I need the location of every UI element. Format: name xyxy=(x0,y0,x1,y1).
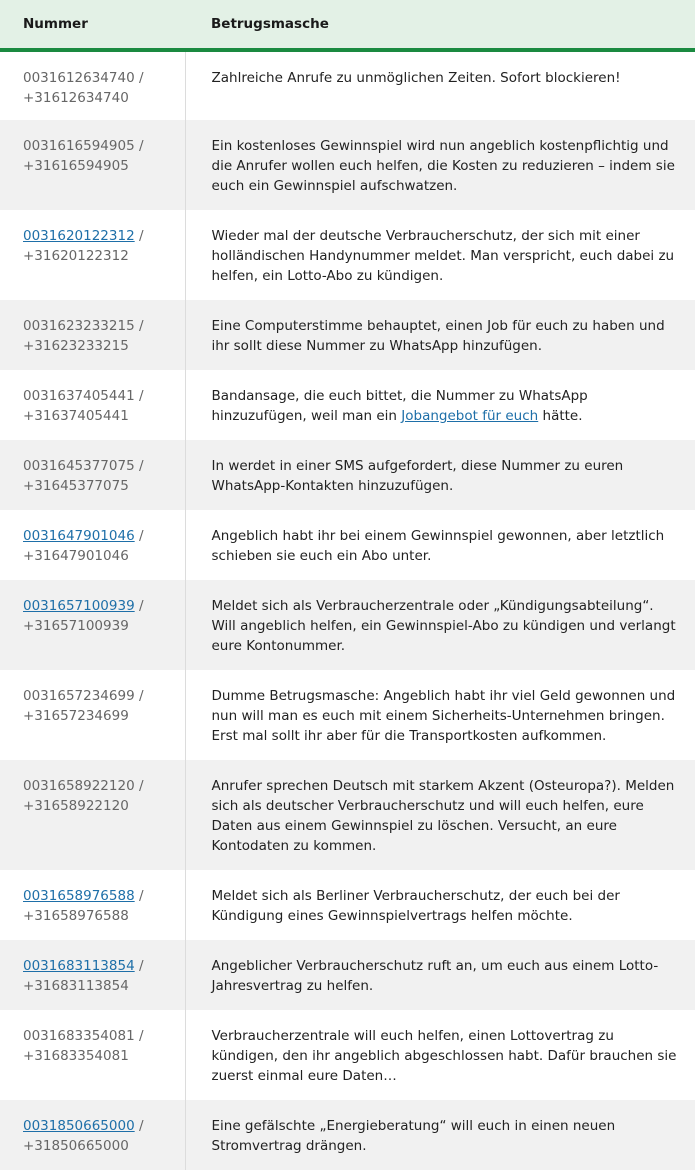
phone-number-international: +31657234699 xyxy=(23,708,129,724)
phone-number-international: +31637405441 xyxy=(23,408,129,424)
phone-number-cell xyxy=(0,670,185,760)
scam-description-text: In werdet in einer SMS aufgefordert, diese Nummer zu euren WhatsApp-Kontakten hinzuzufügen. xyxy=(211,458,624,494)
phone-number-cell xyxy=(0,510,185,580)
phone-number-link[interactable]: 0031683113854 xyxy=(23,958,135,974)
scam-description-cell xyxy=(185,580,695,670)
scam-description-text: Eine Computerstimme behauptet, einen Job für euch zu haben und ihr sollt diese Nummer zu WhatsApp hinzufügen. xyxy=(211,318,665,354)
scam-description-cell xyxy=(185,760,695,870)
table-row xyxy=(0,670,695,760)
table-row xyxy=(0,210,695,300)
scam-description-cell xyxy=(185,670,695,760)
number-separator: / xyxy=(134,228,144,244)
table-row xyxy=(0,440,695,510)
phone-number-cell xyxy=(0,440,185,510)
scam-description-text: Anrufer sprechen Deutsch mit starkem Akzent (Osteuropa?). Melden sich als deutscher Verbraucherschutz und will euch helfen, eure Daten aus einem Gewinnspiel zu löschen. Versucht, an eure Kontodaten zu kommen. xyxy=(211,778,675,854)
table-header-row xyxy=(0,0,695,50)
scam-description-cell xyxy=(185,1010,695,1100)
number-separator: / xyxy=(134,958,144,974)
number-separator: / xyxy=(134,1118,144,1134)
phone-number: 0031612634740 xyxy=(23,70,135,86)
number-separator: / xyxy=(134,778,144,794)
phone-number-international: +31850665000 xyxy=(23,1138,129,1154)
phone-number-cell xyxy=(0,760,185,870)
phone-number-international: +31612634740 xyxy=(23,90,129,106)
phone-number: 0031657234699 xyxy=(23,688,135,704)
phone-number-cell xyxy=(0,1100,185,1170)
number-separator: / xyxy=(134,888,144,904)
phone-number-cell xyxy=(0,940,185,1010)
phone-number-link[interactable]: 0031620122312 xyxy=(23,228,135,244)
scam-description-text: Zahlreiche Anrufe zu unmöglichen Zeiten. Sofort blockieren! xyxy=(211,70,621,86)
column-header-number: Nummer xyxy=(0,0,185,50)
phone-number-link[interactable]: 0031850665000 xyxy=(23,1118,135,1134)
phone-number-international: +31683354081 xyxy=(23,1048,129,1064)
scam-description-text: Meldet sich als Verbraucherzentrale oder „Kündigungsabteilung“. Will angeblich helfen, ein Gewinnspiel-Abo zu kündigen und verlangt eure Kontonummer. xyxy=(211,598,676,654)
scam-description-cell xyxy=(185,50,695,120)
scam-description-cell xyxy=(185,510,695,580)
scam-description-cell xyxy=(185,1100,695,1170)
table-row xyxy=(0,1010,695,1100)
number-separator: / xyxy=(134,70,144,86)
scam-description-text: Meldet sich als Berliner Verbraucherschutz, der euch bei der Kündigung eines Gewinnspielvertrags helfen möchte. xyxy=(211,888,620,924)
scam-description-text: Bandansage, die euch bittet, die Nummer zu WhatsApp hinzuzufügen, weil man ein xyxy=(211,388,588,424)
scam-description-text: hätte. xyxy=(538,408,583,424)
scam-description-cell xyxy=(185,870,695,940)
phone-number-cell xyxy=(0,370,185,440)
phone-number-cell xyxy=(0,870,185,940)
scam-description-text: Angeblich habt ihr bei einem Gewinnspiel gewonnen, aber letztlich schieben sie euch ein Abo unter. xyxy=(211,528,665,564)
phone-number-link[interactable]: 0031658976588 xyxy=(23,888,135,904)
phone-number-international: +31658922120 xyxy=(23,798,129,814)
phone-number-cell xyxy=(0,580,185,670)
number-separator: / xyxy=(134,688,144,704)
scam-description-text: Verbraucherzentrale will euch helfen, einen Lottovertrag zu kündigen, den ihr angeblich abgeschlossen habt. Dafür brauchen sie zuerst einmal eure Daten… xyxy=(211,1028,677,1084)
number-separator: / xyxy=(134,458,144,474)
job-offer-link[interactable]: Jobangebot für euch xyxy=(401,408,539,424)
phone-number: 0031623233215 xyxy=(23,318,135,334)
scam-description-text: Ein kostenloses Gewinnspiel wird nun angeblich kostenpflichtig und die Anrufer wollen euch helfen, die Kosten zu reduzieren – indem sie euch ein Gewinnspiel aufschwatzen. xyxy=(211,138,675,194)
table-row xyxy=(0,120,695,210)
table-row xyxy=(0,370,695,440)
phone-number-cell xyxy=(0,50,185,120)
phone-number: 0031658922120 xyxy=(23,778,135,794)
phone-number-cell xyxy=(0,210,185,300)
phone-number-international: +31620122312 xyxy=(23,248,129,264)
phone-number-cell xyxy=(0,1010,185,1100)
phone-number-international: +31623233215 xyxy=(23,338,129,354)
table-row xyxy=(0,50,695,120)
phone-number-international: +31657100939 xyxy=(23,618,129,634)
scam-description-text: Wieder mal der deutsche Verbraucherschutz, der sich mit einer holländischen Handynummer meldet. Man verspricht, euch dabei zu helfen, ein Lotto-Abo zu kündigen. xyxy=(211,228,675,284)
number-separator: / xyxy=(134,528,144,544)
phone-number-international: +31616594905 xyxy=(23,158,129,174)
scam-description-text: Dumme Betrugsmasche: Angeblich habt ihr viel Geld gewonnen und nun will man es euch mit einem Sicherheits-Unternehmen bringen. Erst mal sollt ihr aber für die Transportkosten aufkommen. xyxy=(211,688,676,744)
table-row xyxy=(0,760,695,870)
phone-number-link[interactable]: 0031647901046 xyxy=(23,528,135,544)
number-separator: / xyxy=(134,598,144,614)
phone-number-international: +31647901046 xyxy=(23,548,129,564)
scam-description-cell xyxy=(185,120,695,210)
number-separator: / xyxy=(134,1028,144,1044)
scam-description-text: Eine gefälschte „Energieberatung“ will euch in einen neuen Stromvertrag drängen. xyxy=(211,1118,616,1154)
scam-description-cell xyxy=(185,940,695,1010)
scam-description-cell xyxy=(185,210,695,300)
table-row xyxy=(0,940,695,1010)
phone-number-international: +31645377075 xyxy=(23,478,129,494)
column-header-scam: Betrugsmasche xyxy=(185,0,695,50)
number-separator: / xyxy=(134,318,144,334)
phone-number: 0031683354081 xyxy=(23,1028,135,1044)
phone-number-cell xyxy=(0,120,185,210)
table-row xyxy=(0,510,695,580)
phone-number-link[interactable]: 0031657100939 xyxy=(23,598,135,614)
scam-description-cell xyxy=(185,440,695,510)
phone-number-cell xyxy=(0,300,185,370)
number-separator: / xyxy=(134,388,144,404)
scam-description-text: Angeblicher Verbraucherschutz ruft an, um euch aus einem Lotto-Jahresvertrag zu helfen. xyxy=(211,958,659,994)
table-row xyxy=(0,870,695,940)
scam-description-cell xyxy=(185,300,695,370)
number-separator: / xyxy=(134,138,144,154)
phone-number: 0031637405441 xyxy=(23,388,135,404)
phone-number: 0031616594905 xyxy=(23,138,135,154)
table-row xyxy=(0,1100,695,1170)
phone-number-international: +31658976588 xyxy=(23,908,129,924)
table-row xyxy=(0,300,695,370)
scam-description-cell xyxy=(185,370,695,440)
table-row xyxy=(0,580,695,670)
phone-number-international: +31683113854 xyxy=(23,978,129,994)
phone-number: 0031645377075 xyxy=(23,458,135,474)
